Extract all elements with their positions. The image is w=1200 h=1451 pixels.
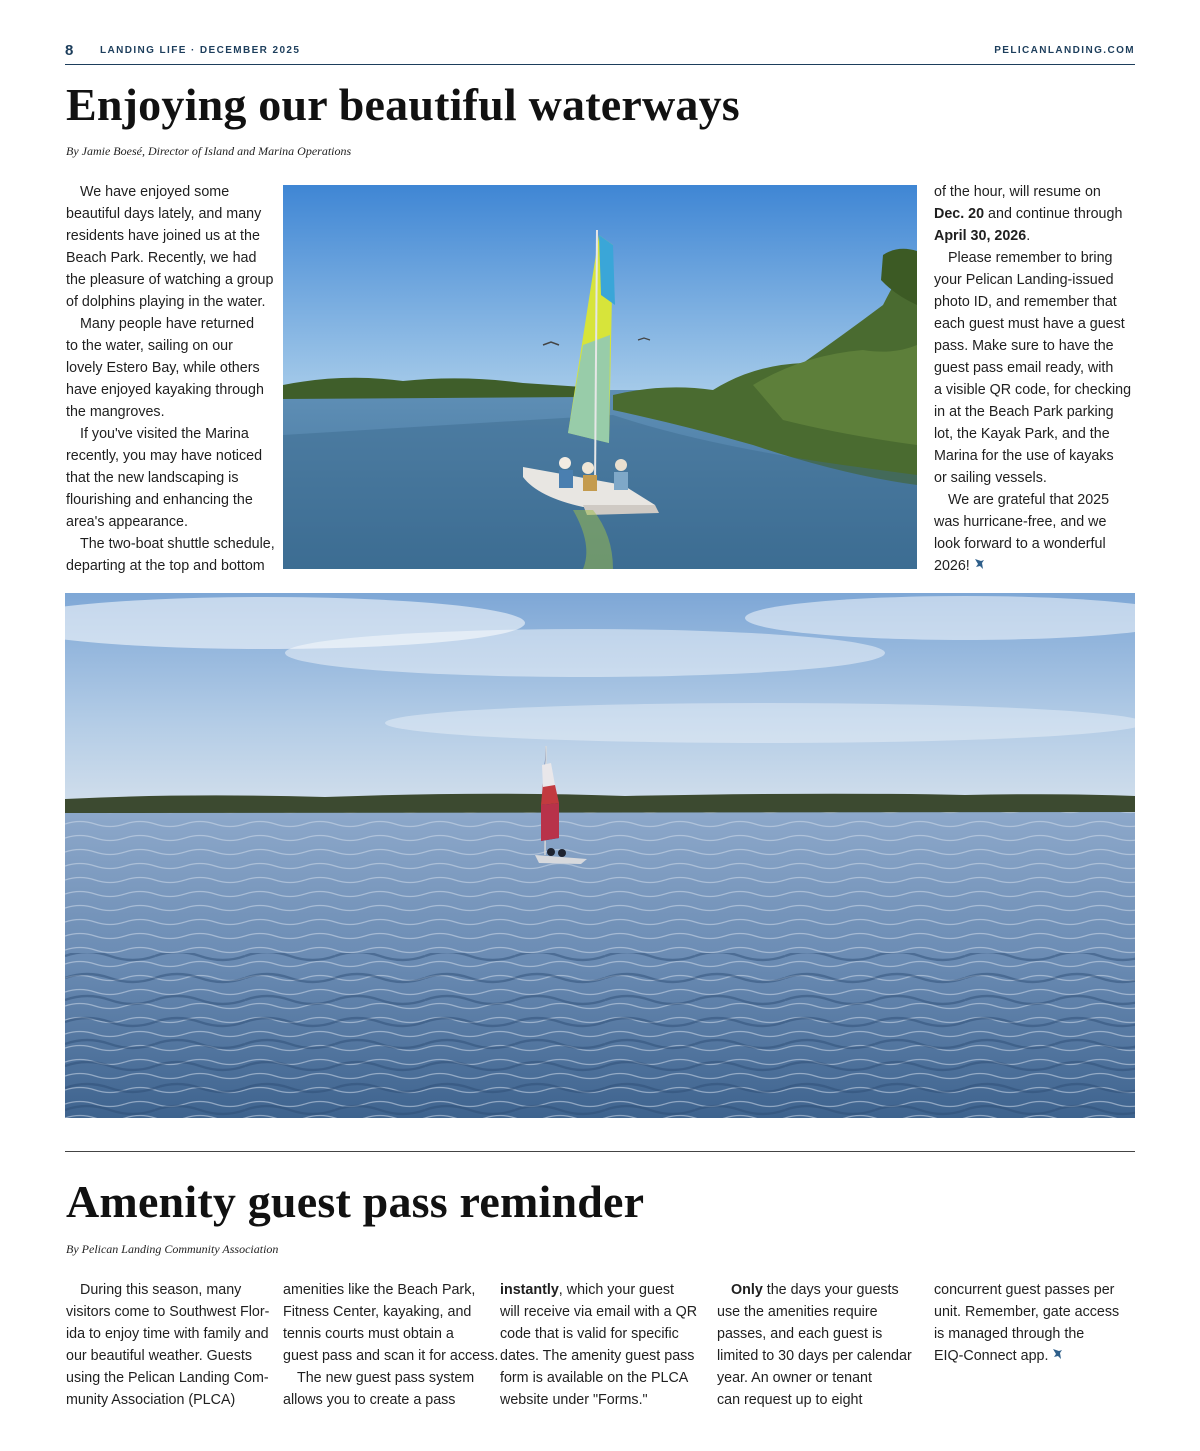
article1-column-1 <box>66 181 275 577</box>
article2-column-4 <box>717 1279 922 1411</box>
article2-title: Amenity guest pass reminder <box>66 1176 645 1227</box>
pelican-icon <box>972 557 986 571</box>
website-url: PELICANLANDING.COM <box>994 45 1135 56</box>
paragraph: The two-boat shuttle schedule, departing at the top and bottom <box>66 536 275 574</box>
paragraph: During this season, many visitors come to Southwest Flor- ida to enjoy time with family and our beautiful weather. Guests using the Pelican Landing Com- munity Association (PLCA) <box>66 1282 270 1408</box>
paragraph: concurrent guest passes per unit. Remember, gate access is managed through the EIQ-Connect app. <box>934 1282 1120 1364</box>
article1-byline: By Jamie Boesé, Director of Island and Marina Operations <box>66 144 352 158</box>
pelican-icon <box>1050 1347 1064 1361</box>
date-start: Dec. 20 <box>934 206 985 222</box>
article2-column-1 <box>66 1279 271 1411</box>
sailboat-bay-photo <box>65 593 1135 1118</box>
article2-column-2 <box>283 1279 499 1411</box>
paragraph: Only the days your guests use the amenities require passes, and each guest is limited to 30 days per calendar year. An owner or tenant can request up to eight <box>717 1282 912 1408</box>
paragraph: amenities like the Beach Park, Fitness Center, kayaking, and tennis courts must obtain a guest pass and scan it for access. <box>283 1282 499 1364</box>
date-end: April 30, 2026 <box>934 228 1027 244</box>
article1-title: Enjoying our beautiful waterways <box>66 79 740 130</box>
paragraph: instantly, which your guest will receive via email with a QR code that is valid for specific dates. The amenity guest pass form is available on the PLCA website under "Forms." <box>500 1282 698 1408</box>
publication-running-head: LANDING LIFE · DECEMBER 2025 <box>100 45 301 56</box>
catamaran-photo <box>283 185 917 569</box>
article2-byline: By Pelican Landing Community Association <box>66 1242 279 1256</box>
article1-column-2 <box>934 181 1134 577</box>
article2-column-3 <box>500 1279 705 1411</box>
paragraph: Many people have returned to the water, sailing on our lovely Estero Bay, while others have enjoyed kayaking through the mangroves. <box>66 316 264 420</box>
paragraph: If you've visited the Marina recently, you may have noticed that the new landscaping is flourishing and enhancing the area's appearance. <box>66 426 263 530</box>
page-number: 8 <box>65 42 74 59</box>
paragraph: We have enjoyed some beautiful days lately, and many residents have joined us at the Beach Park. Recently, we had the pleasure of watching a group of dolphins playing in the water. <box>66 184 274 310</box>
paragraph: Please remember to bring your Pelican Landing-issued photo ID, and remember that each guest must have a guest pass. Make sure to have the guest pass email ready, with a visible QR code, for checking in at the Beach Park parking lot, the Kayak Park, and the Marina for the use of kayaks or sailing vessels. <box>934 250 1132 486</box>
header-rule <box>65 64 1135 65</box>
paragraph: We are grateful that 2025 was hurricane-free, and we look forward to a wonderful 2026! <box>934 492 1110 574</box>
section-divider <box>65 1151 1135 1152</box>
article2-column-5 <box>934 1279 1134 1367</box>
paragraph: of the hour, will resume on Dec. 20 and continue through April 30, 2026. <box>934 184 1123 244</box>
paragraph: The new guest pass system allows you to create a pass <box>283 1370 475 1408</box>
